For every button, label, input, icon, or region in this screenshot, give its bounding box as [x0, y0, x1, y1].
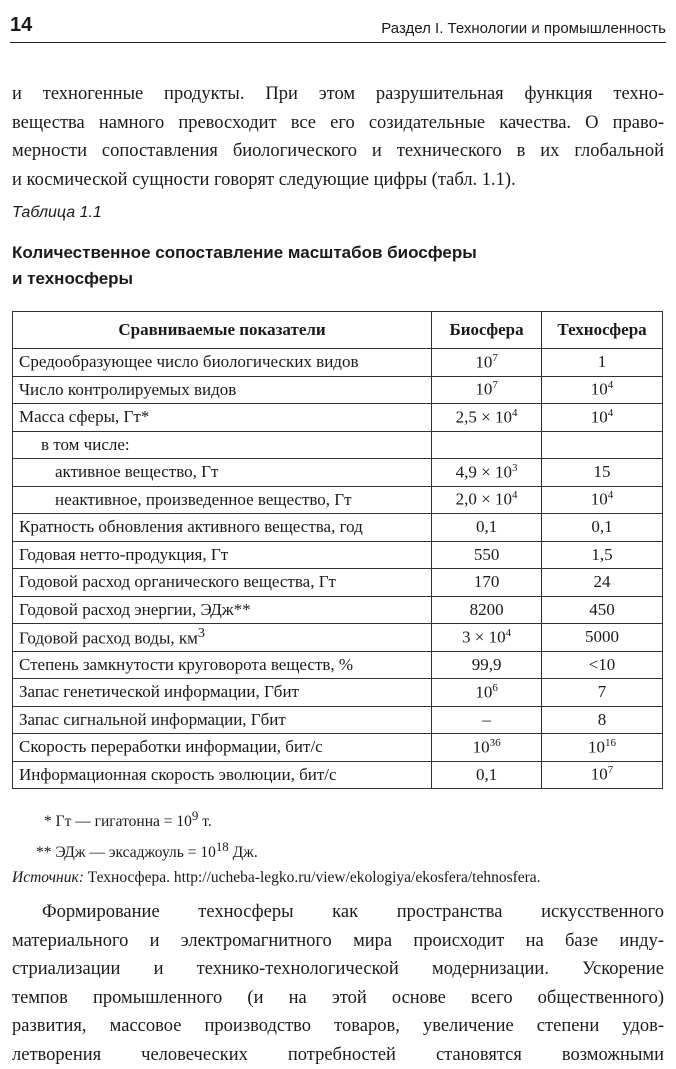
- outro-line: развития, массовое производство товаров, увеличение степени удов-: [12, 1012, 664, 1041]
- technosphere-value: [542, 596, 663, 624]
- section-title: Раздел I. Технологии и промышленность: [381, 20, 666, 37]
- biosphere-value: [432, 486, 542, 514]
- technosphere-value: [542, 706, 663, 734]
- source-note: [12, 865, 668, 890]
- biosphere-value: [432, 404, 542, 432]
- row-label-text: активное вещество, Гт: [55, 462, 218, 481]
- row-label-text: Число контролируемых видов: [19, 380, 236, 399]
- value-base: 8: [598, 710, 607, 729]
- table-row: [13, 734, 663, 762]
- technosphere-value: [542, 761, 663, 789]
- value-base: 0,1: [476, 517, 497, 536]
- column-header-biosphere: Биосфера: [432, 312, 542, 349]
- value-base: 10: [591, 765, 608, 784]
- technosphere-value: [542, 376, 663, 404]
- technosphere-value: [542, 349, 663, 377]
- value-base: <10: [589, 655, 616, 674]
- value-base: 99,9: [472, 655, 502, 674]
- value-exponent: 4: [512, 407, 518, 419]
- value-base: 2,0 × 10: [456, 490, 512, 509]
- value-base: 4,9 × 10: [456, 463, 512, 482]
- row-label: [13, 404, 432, 432]
- table-row: [13, 486, 663, 514]
- value-exponent: 16: [605, 737, 616, 749]
- value-base: 10: [475, 380, 492, 399]
- intro-paragraph: [12, 80, 664, 194]
- page-number: 14: [10, 14, 32, 37]
- technosphere-value: [542, 734, 663, 762]
- row-label: [13, 349, 432, 377]
- value-base: 8200: [470, 600, 504, 619]
- page-header: [10, 10, 666, 43]
- technosphere-value: [542, 651, 663, 679]
- intro-line: и техногенные продукты. При этом разрушительная функция техно-: [12, 80, 664, 109]
- value-exponent: 4: [512, 489, 518, 501]
- footnote-exponent: 9: [192, 808, 198, 823]
- footnote-text: ** ЭДж — эксаджоуль = 10: [36, 844, 216, 861]
- outro-line: материального и электромагнитного мира происходит на базе инду-: [12, 927, 664, 956]
- value-base: 10: [588, 738, 605, 757]
- row-label: [13, 624, 432, 652]
- table-row: [13, 624, 663, 652]
- biosphere-value: [432, 459, 542, 487]
- biosphere-value: [432, 431, 542, 459]
- comparison-table: [12, 311, 663, 789]
- technosphere-value: [542, 679, 663, 707]
- biosphere-value: [432, 349, 542, 377]
- row-label: [13, 679, 432, 707]
- row-label-text: Годовой расход органического вещества, Гт: [19, 572, 336, 591]
- row-label: [13, 541, 432, 569]
- value-base: 450: [589, 600, 615, 619]
- table-title: [12, 240, 612, 292]
- footnote-gigaton: [12, 803, 668, 834]
- technosphere-value: [542, 486, 663, 514]
- biosphere-value: [432, 734, 542, 762]
- table-row: [13, 376, 663, 404]
- intro-line: и космической сущности говорят следующие цифры (табл. 1.1).: [12, 166, 664, 195]
- biosphere-value: [432, 596, 542, 624]
- column-header-technosphere: Техносфера: [542, 312, 663, 349]
- value-exponent: 4: [506, 627, 512, 639]
- footnote-exajoule: [12, 834, 668, 865]
- value-base: 0,1: [591, 517, 612, 536]
- outro-line: темпов промышленного (и на этой основе всего общественного): [12, 984, 664, 1013]
- table-row: [13, 404, 663, 432]
- row-label-text: Запас генетической информации, Гбит: [19, 682, 299, 701]
- technosphere-value: [542, 569, 663, 597]
- value-exponent: 7: [492, 379, 498, 391]
- row-label: [13, 706, 432, 734]
- row-label-text: неактивное, произведенное вещество, Гт: [55, 490, 352, 509]
- source-text: Техносфера. http://ucheba-legko.ru/view/ekologiya/ekosfera/tehnosfera.: [84, 869, 541, 886]
- table-row: [13, 679, 663, 707]
- table-row: [13, 761, 663, 789]
- value-base: 550: [474, 545, 500, 564]
- technosphere-value: [542, 459, 663, 487]
- value-base: 10: [473, 738, 490, 757]
- technosphere-value: [542, 514, 663, 542]
- column-header-indicator: Сравниваемые показатели: [13, 312, 432, 349]
- technosphere-value: [542, 624, 663, 652]
- value-exponent: 4: [608, 379, 614, 391]
- row-label: [13, 651, 432, 679]
- row-label-text: Годовой расход энергии, ЭДж**: [19, 600, 251, 619]
- row-label-text: Масса сферы, Гт*: [19, 407, 149, 426]
- table-row: [13, 706, 663, 734]
- row-label: [13, 761, 432, 789]
- row-label-text: Годовая нетто-продукция, Гт: [19, 545, 228, 564]
- biosphere-value: [432, 651, 542, 679]
- value-exponent: 4: [608, 489, 614, 501]
- footnote-text: т.: [198, 813, 211, 830]
- value-base: 10: [475, 353, 492, 372]
- value-base: 10: [591, 380, 608, 399]
- value-base: –: [482, 710, 491, 729]
- value-base: 170: [474, 572, 500, 591]
- footnote-text: Дж.: [229, 844, 258, 861]
- biosphere-value: [432, 541, 542, 569]
- value-base: 24: [594, 572, 611, 591]
- biosphere-value: [432, 706, 542, 734]
- table-row: [13, 431, 663, 459]
- row-label-exponent: 3: [198, 625, 205, 641]
- table-row: [13, 541, 663, 569]
- table-caption: Таблица 1.1: [12, 204, 102, 222]
- row-label: [13, 734, 432, 762]
- footnote-text: * Гт — гигатонна = 10: [44, 813, 192, 830]
- value-base: 15: [594, 462, 611, 481]
- row-label-text: Средообразующее число биологических видов: [19, 352, 358, 371]
- biosphere-value: [432, 624, 542, 652]
- technosphere-value: [542, 431, 663, 459]
- biosphere-value: [432, 514, 542, 542]
- footnote-exponent: 18: [216, 839, 229, 854]
- source-label: Источник:: [12, 869, 84, 886]
- value-base: 10: [591, 490, 608, 509]
- biosphere-value: [432, 569, 542, 597]
- table-header-row: [13, 312, 663, 349]
- outro-line: Формирование техносферы как пространства искусственного: [12, 898, 664, 927]
- table-row: [13, 651, 663, 679]
- row-label-text: Степень замкнутости круговорота веществ, %: [19, 655, 353, 674]
- row-label-text: Кратность обновления активного вещества, год: [19, 517, 363, 536]
- value-exponent: 3: [512, 462, 518, 474]
- outro-line: летворения человеческих потребностей становятся возможными: [12, 1041, 664, 1069]
- table-row: [13, 459, 663, 487]
- intro-line: вещества намного превосходит все его созидательные качества. О право-: [12, 109, 664, 138]
- value-base: 0,1: [476, 765, 497, 784]
- outro-paragraph: [12, 898, 664, 1069]
- outro-line: стриализации и технико-технологической модернизации. Ускорение: [12, 955, 664, 984]
- row-label: [13, 569, 432, 597]
- row-label: [13, 376, 432, 404]
- value-base: 5000: [585, 627, 619, 646]
- value-base: 3 × 10: [462, 628, 506, 647]
- row-label-text: Запас сигнальной информации, Гбит: [19, 710, 286, 729]
- row-label-text: Информационная скорость эволюции, бит/с: [19, 765, 337, 784]
- value-exponent: 6: [492, 682, 498, 694]
- value-exponent: 4: [608, 407, 614, 419]
- row-label: [13, 514, 432, 542]
- intro-line: мерности сопоставления биологического и технического в их глобальной: [12, 137, 664, 166]
- table-body: [13, 349, 663, 789]
- biosphere-value: [432, 376, 542, 404]
- row-label: [13, 596, 432, 624]
- table-row: [13, 596, 663, 624]
- value-base: 7: [598, 682, 607, 701]
- row-label: [13, 459, 432, 487]
- technosphere-value: [542, 404, 663, 432]
- biosphere-value: [432, 761, 542, 789]
- table-notes: [12, 803, 668, 890]
- table-row: [13, 349, 663, 377]
- table-row: [13, 569, 663, 597]
- row-label: [13, 431, 432, 459]
- value-exponent: 7: [492, 352, 498, 364]
- value-exponent: 7: [608, 764, 614, 776]
- value-exponent: 36: [490, 737, 501, 749]
- row-label: [13, 486, 432, 514]
- table-row: [13, 514, 663, 542]
- row-label-text: Скорость переработки информации, бит/с: [19, 737, 323, 756]
- row-label-text: в том числе:: [41, 435, 130, 454]
- value-base: 10: [591, 408, 608, 427]
- table-title-line: и техносферы: [12, 266, 612, 292]
- table-title-line: Количественное сопоставление масштабов биосферы: [12, 240, 612, 266]
- value-base: 10: [475, 683, 492, 702]
- value-base: 2,5 × 10: [456, 408, 512, 427]
- biosphere-value: [432, 679, 542, 707]
- value-base: 1: [598, 352, 607, 371]
- technosphere-value: [542, 541, 663, 569]
- value-base: 1,5: [591, 545, 612, 564]
- row-label-text: Годовой расход воды, км: [19, 629, 198, 648]
